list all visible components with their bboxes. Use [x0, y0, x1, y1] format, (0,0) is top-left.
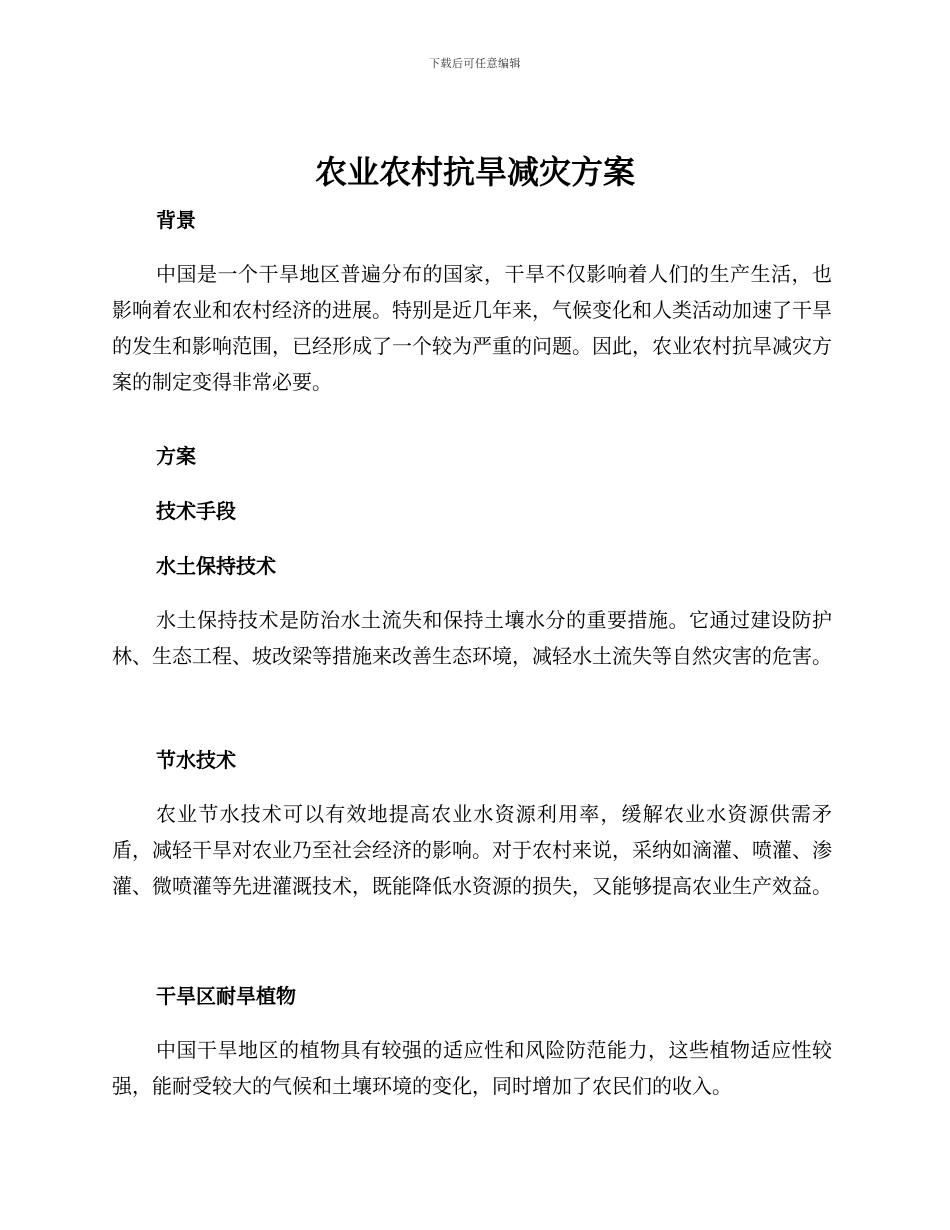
- heading-soil-conservation: 水土保持技术: [156, 554, 276, 578]
- heading-plan: 方案: [156, 444, 196, 468]
- heading-drought-plants: 干旱区耐旱植物: [156, 984, 296, 1008]
- paragraph-background: 中国是一个干旱地区普遍分布的国家，干旱不仅影响着人们的生产生活，也影响着农业和农村经济的进展。特别是近几年来，气候变化和人类活动加速了干旱的发生和影响范围，已经形成了一个较为严重的问题。因此，农业农村抗旱减灾方案的制定变得非常必要。: [112, 262, 832, 394]
- heading-background: 背景: [156, 208, 196, 232]
- document-title: 农业农村抗旱减灾方案: [314, 153, 635, 191]
- heading-water-saving: 节水技术: [156, 748, 236, 772]
- heading-tech: 技术手段: [156, 499, 236, 523]
- header-note: 下载后可任意编辑: [429, 57, 521, 70]
- paragraph-drought-plants: 中国干旱地区的植物具有较强的适应性和风险防范能力，这些植物适应性较强，能耐受较大的气候和土壤环境的变化，同时增加了农民们的收入。: [112, 1038, 832, 1098]
- paragraph-soil-conservation: 水土保持技术是防治水土流失和保持土壤水分的重要措施。它通过建设防护林、生态工程、坡改梁等措施来改善生态环境，减轻水土流失等自然灾害的危害。: [112, 608, 832, 668]
- paragraph-water-saving: 农业节水技术可以有效地提高农业水资源利用率，缓解农业水资源供需矛盾，减轻干旱对农业乃至社会经济的影响。对于农村来说，采纳如滴灌、喷灌、渗灌、微喷灌等先进灌溉技术，既能降低水资源的损失，又能够提高农业生产效益。: [112, 802, 832, 898]
